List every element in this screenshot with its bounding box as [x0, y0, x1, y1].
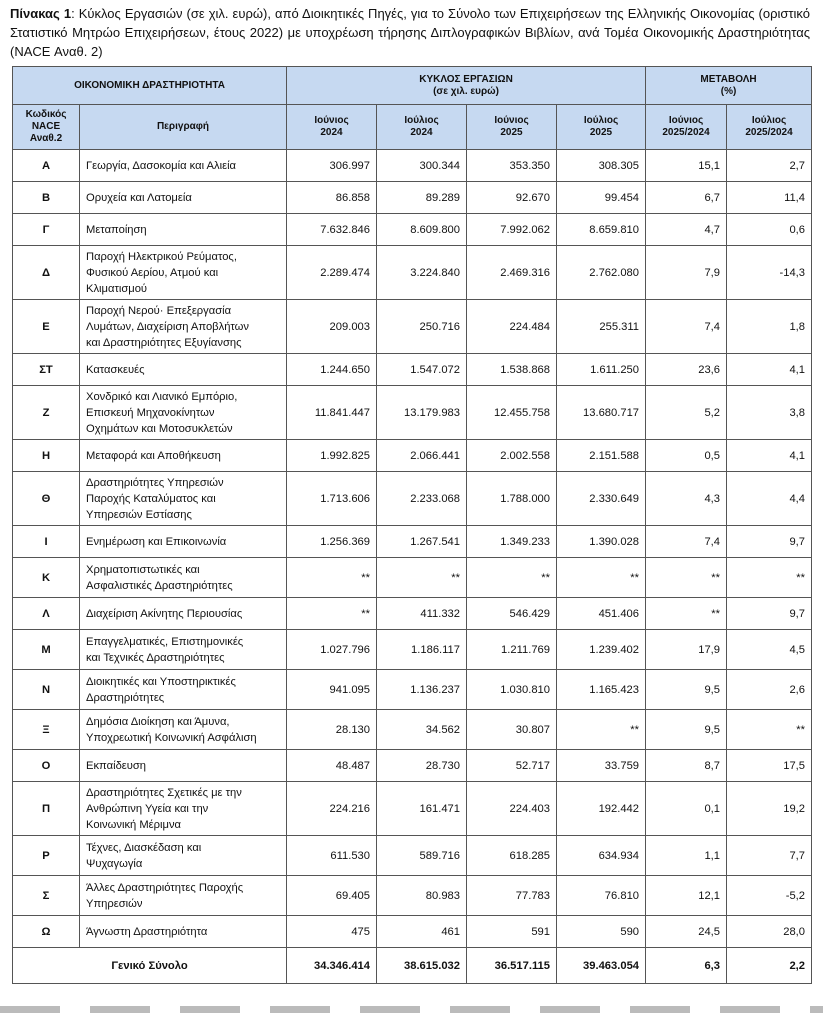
row-value: -14,3 — [727, 246, 812, 300]
row-value: 8,7 — [646, 750, 727, 782]
row-value: 161.471 — [377, 782, 467, 836]
header-change-july: Ιούλιος 2025/2024 — [727, 105, 812, 150]
row-description-line: Μεταφορά και Αποθήκευση — [86, 449, 221, 462]
header-july-2024: Ιούλιος 2024 — [377, 105, 467, 150]
header-activity: ΟΙΚΟΝΟΜΙΚΗ ΔΡΑΣΤΗΡΙΟΤΗΤΑ — [13, 67, 287, 105]
row-code: Κ — [13, 558, 80, 598]
row-description — [80, 354, 287, 386]
table-row — [13, 354, 812, 386]
row-value: 7,7 — [727, 836, 812, 876]
row-code: Ξ — [13, 710, 80, 750]
row-value: 89.289 — [377, 182, 467, 214]
row-description — [80, 246, 287, 300]
row-value: 30.807 — [467, 710, 557, 750]
row-value: 1.713.606 — [287, 472, 377, 526]
row-value: 80.983 — [377, 876, 467, 916]
row-value: 7.992.062 — [467, 214, 557, 246]
row-value: 308.305 — [557, 150, 646, 182]
row-code: Α — [13, 150, 80, 182]
row-value: 1.136.237 — [377, 670, 467, 710]
row-description — [80, 526, 287, 558]
table-row — [13, 300, 812, 354]
row-value: 77.783 — [467, 876, 557, 916]
row-description-line: Δραστηριότητες Σχετικές με την — [86, 786, 242, 799]
row-description-line: Εκπαίδευση — [86, 759, 147, 772]
row-description-line: Δραστηριότητες — [86, 691, 165, 704]
row-description-line: Υπηρεσιών — [86, 897, 143, 910]
row-value: ** — [287, 598, 377, 630]
row-value: 1.267.541 — [377, 526, 467, 558]
row-value: 2.066.441 — [377, 440, 467, 472]
row-description-line: Φυσικού Αερίου, Ατμού και — [86, 266, 219, 279]
row-code: Π — [13, 782, 80, 836]
table-body — [13, 150, 812, 984]
row-description-line: Ψυχαγωγία — [86, 857, 143, 870]
row-description-line: Οχημάτων και Μοτοσυκλετών — [86, 422, 233, 435]
row-description-line: Κλιματισμού — [86, 282, 148, 295]
row-value: 13.179.983 — [377, 386, 467, 440]
row-value: 4,7 — [646, 214, 727, 246]
row-code: Μ — [13, 630, 80, 670]
row-value: 1,1 — [646, 836, 727, 876]
row-description — [80, 710, 287, 750]
total-row — [13, 948, 812, 984]
row-description — [80, 300, 287, 354]
row-value: 591 — [467, 916, 557, 948]
row-value: 546.429 — [467, 598, 557, 630]
row-value: 28.130 — [287, 710, 377, 750]
header-change: ΜΕΤΑΒΟΛΗ (%) — [646, 67, 812, 105]
row-value: 3,8 — [727, 386, 812, 440]
row-value: 86.858 — [287, 182, 377, 214]
total-value: 2,2 — [727, 948, 812, 984]
row-value: 1.239.402 — [557, 630, 646, 670]
row-value: 1.027.796 — [287, 630, 377, 670]
row-value: ** — [727, 710, 812, 750]
header-june-2025: Ιούνιος 2025 — [467, 105, 557, 150]
row-value: 7,4 — [646, 526, 727, 558]
row-description-line: Επαγγελματικές, Επιστημονικές — [86, 635, 244, 648]
row-value: 17,9 — [646, 630, 727, 670]
table-row — [13, 876, 812, 916]
row-description-line: Υποχρεωτική Κοινωνική Ασφάλιση — [86, 731, 257, 744]
row-value: 9,7 — [727, 598, 812, 630]
table-row — [13, 246, 812, 300]
row-description-line: Λυμάτων, Διαχείριση Αποβλήτων — [86, 320, 250, 333]
row-value: 1.992.825 — [287, 440, 377, 472]
row-code: Ω — [13, 916, 80, 948]
row-value: 611.530 — [287, 836, 377, 876]
row-value: 1.390.028 — [557, 526, 646, 558]
total-value: 39.463.054 — [557, 948, 646, 984]
row-description-line: Ασφαλιστικές Δραστηριότητες — [86, 579, 233, 592]
row-value: 255.311 — [557, 300, 646, 354]
row-code: Ι — [13, 526, 80, 558]
row-value: 1.244.650 — [287, 354, 377, 386]
row-value: 17,5 — [727, 750, 812, 782]
row-value: ** — [646, 598, 727, 630]
cropped-footer-text — [0, 1006, 823, 1013]
row-value: 1.256.369 — [287, 526, 377, 558]
row-value: 0,6 — [727, 214, 812, 246]
table-row — [13, 440, 812, 472]
row-value: 2,6 — [727, 670, 812, 710]
row-description — [80, 750, 287, 782]
row-code: Λ — [13, 598, 80, 630]
row-value: 11.841.447 — [287, 386, 377, 440]
row-value: 11,4 — [727, 182, 812, 214]
row-value: ** — [377, 558, 467, 598]
row-description — [80, 916, 287, 948]
row-value: 1.349.233 — [467, 526, 557, 558]
table-row — [13, 750, 812, 782]
table-row — [13, 916, 812, 948]
row-value: 224.403 — [467, 782, 557, 836]
row-value: 8.659.810 — [557, 214, 646, 246]
row-code: Ζ — [13, 386, 80, 440]
row-value: 590 — [557, 916, 646, 948]
row-value: 19,2 — [727, 782, 812, 836]
row-code: Ε — [13, 300, 80, 354]
row-value: 4,3 — [646, 472, 727, 526]
row-value: 5,2 — [646, 386, 727, 440]
row-description-line: Επισκευή Μηχανοκίνητων — [86, 406, 215, 419]
table-row — [13, 558, 812, 598]
row-description — [80, 782, 287, 836]
row-value: 461 — [377, 916, 467, 948]
row-value: 0,1 — [646, 782, 727, 836]
row-description — [80, 836, 287, 876]
row-value: 192.442 — [557, 782, 646, 836]
row-value: 4,1 — [727, 440, 812, 472]
header-turnover: ΚΥΚΛΟΣ ΕΡΓΑΣΙΩΝ (σε χιλ. ευρώ) — [287, 67, 646, 105]
row-value: 6,7 — [646, 182, 727, 214]
row-description-line: Τέχνες, Διασκέδαση και — [86, 841, 202, 854]
row-description-line: Δραστηριότητες Υπηρεσιών — [86, 476, 224, 489]
row-description-line: Διαχείριση Ακίνητης Περιουσίας — [86, 607, 243, 620]
row-value: 34.562 — [377, 710, 467, 750]
row-value: ** — [646, 558, 727, 598]
table-row — [13, 836, 812, 876]
row-value: 475 — [287, 916, 377, 948]
table-row — [13, 214, 812, 246]
table-caption — [10, 4, 810, 61]
row-value: ** — [557, 558, 646, 598]
table-row — [13, 782, 812, 836]
row-description-line: Παροχή Ηλεκτρικού Ρεύματος, — [86, 250, 237, 263]
row-description — [80, 440, 287, 472]
row-description — [80, 472, 287, 526]
header-change-june: Ιούνιος 2025/2024 — [646, 105, 727, 150]
row-value: ** — [727, 558, 812, 598]
row-value: 99.454 — [557, 182, 646, 214]
row-value: 7,4 — [646, 300, 727, 354]
row-value: 4,5 — [727, 630, 812, 670]
row-value: 2.151.588 — [557, 440, 646, 472]
row-value: 1.547.072 — [377, 354, 467, 386]
row-value: 941.095 — [287, 670, 377, 710]
row-description-line: και Τεχνικές Δραστηριότητες — [86, 651, 225, 664]
row-value: 2.469.316 — [467, 246, 557, 300]
row-code: Ρ — [13, 836, 80, 876]
total-value: 38.615.032 — [377, 948, 467, 984]
row-value: 1.538.868 — [467, 354, 557, 386]
row-value: 52.717 — [467, 750, 557, 782]
row-description-line: Κατασκευές — [86, 363, 145, 376]
row-value: 9,7 — [727, 526, 812, 558]
row-description-line: Ορυχεία και Λατομεία — [86, 191, 192, 204]
row-value: 23,6 — [646, 354, 727, 386]
row-description — [80, 670, 287, 710]
row-value: 589.716 — [377, 836, 467, 876]
row-value: 2.233.068 — [377, 472, 467, 526]
row-value: 2,7 — [727, 150, 812, 182]
row-code: Γ — [13, 214, 80, 246]
row-value: 618.285 — [467, 836, 557, 876]
row-description — [80, 876, 287, 916]
total-value: 36.517.115 — [467, 948, 557, 984]
row-description-line: Παροχής Καταλύματος και — [86, 492, 216, 505]
row-value: 69.405 — [287, 876, 377, 916]
table-row — [13, 182, 812, 214]
row-description-line: Γεωργία, Δασοκομία και Αλιεία — [86, 159, 237, 172]
row-description — [80, 630, 287, 670]
row-description-line: Υπηρεσιών Εστίασης — [86, 508, 192, 521]
row-value: 353.350 — [467, 150, 557, 182]
row-value: 0,5 — [646, 440, 727, 472]
total-label: Γενικό Σύνολο — [13, 948, 287, 984]
row-value: 28,0 — [727, 916, 812, 948]
row-code: ΣΤ — [13, 354, 80, 386]
row-value: 9,5 — [646, 710, 727, 750]
row-description-line: Χρηματοπιστωτικές και — [86, 563, 200, 576]
row-value: -5,2 — [727, 876, 812, 916]
row-value: 634.934 — [557, 836, 646, 876]
row-value: 224.484 — [467, 300, 557, 354]
row-value: ** — [557, 710, 646, 750]
row-value: 1.186.117 — [377, 630, 467, 670]
row-description-line: Χονδρικό και Λιανικό Εμπόριο, — [86, 390, 238, 403]
row-value: 224.216 — [287, 782, 377, 836]
turnover-table — [12, 66, 812, 984]
row-description-line: Παροχή Νερού· Επεξεργασία — [86, 304, 232, 317]
row-code: Ν — [13, 670, 80, 710]
row-value: 48.487 — [287, 750, 377, 782]
row-value: 92.670 — [467, 182, 557, 214]
table-row — [13, 150, 812, 182]
table-row — [13, 386, 812, 440]
row-value: 250.716 — [377, 300, 467, 354]
table-row — [13, 670, 812, 710]
row-value: 300.344 — [377, 150, 467, 182]
row-description — [80, 214, 287, 246]
row-value: 4,1 — [727, 354, 812, 386]
table-row — [13, 526, 812, 558]
row-value: 8.609.800 — [377, 214, 467, 246]
table-row — [13, 630, 812, 670]
total-value: 34.346.414 — [287, 948, 377, 984]
row-value: 411.332 — [377, 598, 467, 630]
header-description: Περιγραφή — [80, 105, 287, 150]
header-july-2025: Ιούλιος 2025 — [557, 105, 646, 150]
table-row — [13, 472, 812, 526]
row-value: 12,1 — [646, 876, 727, 916]
header-june-2024: Ιούνιος 2024 — [287, 105, 377, 150]
row-code: Θ — [13, 472, 80, 526]
row-description-line: Ενημέρωση και Επικοινωνία — [86, 535, 227, 548]
row-value: 2.289.474 — [287, 246, 377, 300]
row-value: ** — [287, 558, 377, 598]
row-description-line: Άγνωστη Δραστηριότητα — [86, 925, 208, 938]
row-value: 15,1 — [646, 150, 727, 182]
row-value: 28.730 — [377, 750, 467, 782]
row-value: 7,9 — [646, 246, 727, 300]
row-description-line: Δημόσια Διοίκηση και Άμυνα, — [86, 715, 230, 728]
caption-label: Πίνακας 1 — [10, 6, 72, 21]
row-value: ** — [467, 558, 557, 598]
row-value: 1.788.000 — [467, 472, 557, 526]
row-value: 306.997 — [287, 150, 377, 182]
row-value: 451.406 — [557, 598, 646, 630]
row-value: 12.455.758 — [467, 386, 557, 440]
row-code: Δ — [13, 246, 80, 300]
row-description — [80, 150, 287, 182]
row-value: 76.810 — [557, 876, 646, 916]
row-value: 2.330.649 — [557, 472, 646, 526]
caption-text: : Κύκλος Εργασιών (σε χιλ. ευρώ), από Διοικητικές Πηγές, για το Σύνολο των Επιχειρήσεων της Ελληνικής Οικονομίας (οριστικό Στατιστικό Μητρώο Επιχειρήσεων, έτους 2022) με υποχρέωση τήρησης Διπλογραφικών Βιβλίων, ανά Τομέα Οικονομικής Δραστηριότητας (NACE Αναθ. 2) — [10, 6, 810, 59]
row-value: 209.003 — [287, 300, 377, 354]
row-description — [80, 182, 287, 214]
header-code: Κωδικός NACE Αναθ.2 — [13, 105, 80, 150]
row-value: 9,5 — [646, 670, 727, 710]
row-value: 2.002.558 — [467, 440, 557, 472]
table-row — [13, 710, 812, 750]
row-description-line: Άλλες Δραστηριότητες Παροχής — [86, 881, 244, 894]
row-description-line: και Δραστηριότητες Εξυγίανσης — [86, 336, 242, 349]
row-value: 2.762.080 — [557, 246, 646, 300]
row-value: 1.611.250 — [557, 354, 646, 386]
row-code: Β — [13, 182, 80, 214]
row-description-line: Διοικητικές και Υποστηρικτικές — [86, 675, 236, 688]
row-value: 4,4 — [727, 472, 812, 526]
row-value: 1.165.423 — [557, 670, 646, 710]
row-value: 7.632.846 — [287, 214, 377, 246]
row-description-line: Ανθρώπινη Υγεία και την — [86, 802, 209, 815]
row-value: 13.680.717 — [557, 386, 646, 440]
row-description — [80, 598, 287, 630]
row-description — [80, 386, 287, 440]
row-value: 33.759 — [557, 750, 646, 782]
row-code: Ο — [13, 750, 80, 782]
table-row — [13, 598, 812, 630]
row-description-line: Κοινωνική Μέριμνα — [86, 818, 182, 831]
total-value: 6,3 — [646, 948, 727, 984]
row-value: 1.211.769 — [467, 630, 557, 670]
row-value: 24,5 — [646, 916, 727, 948]
row-value: 1,8 — [727, 300, 812, 354]
row-value: 3.224.840 — [377, 246, 467, 300]
row-value: 1.030.810 — [467, 670, 557, 710]
row-description-line: Μεταποίηση — [86, 223, 147, 236]
row-code: Σ — [13, 876, 80, 916]
row-description — [80, 558, 287, 598]
row-code: Η — [13, 440, 80, 472]
